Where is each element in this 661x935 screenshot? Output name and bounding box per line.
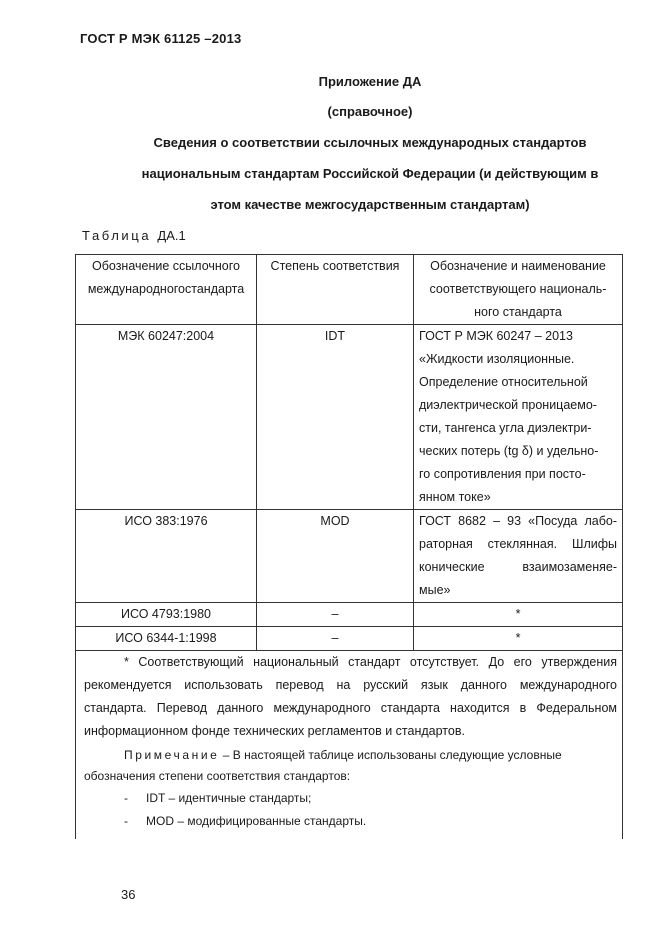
- note: [84, 745, 617, 787]
- national-line: мые»: [419, 583, 451, 597]
- national-line: ГОСТ 8682 – 93 «Посуда лабо-: [419, 514, 617, 528]
- header-national-line-3: ного стандарта: [474, 305, 562, 319]
- header-ref-line-2: международногостандарта: [87, 282, 245, 296]
- header-national-line-1: Обозначение и наименование: [430, 259, 606, 273]
- national-line: го сопротивления при посто-: [419, 467, 586, 481]
- national-line: раторная стеклянная. Шлифы: [419, 537, 617, 551]
- document-code-header: ГОСТ Р МЭК 61125 –2013: [80, 31, 242, 46]
- degree-cell: MOD: [257, 510, 414, 603]
- national-cell: [414, 325, 623, 510]
- correspondence-table: [75, 254, 623, 839]
- national-line: янном токе»: [419, 490, 491, 504]
- table-row: [76, 510, 623, 603]
- footnote-cell: [76, 651, 623, 840]
- header-national-line-2: соответствующего националь-: [429, 282, 607, 296]
- degree-cell: –: [257, 603, 414, 627]
- national-cell: *: [414, 603, 623, 627]
- table-caption-word: Таблица: [82, 228, 152, 243]
- national-cell: *: [414, 627, 623, 651]
- header-degree-text: Степень соответствия: [270, 259, 400, 273]
- appendix-heading-line-2: национальным стандартам Российской Федерации (и действующим в: [141, 166, 599, 181]
- footnote-text: * Соответствующий национальный стандарт отсутствует. До его утверждения рекомендуется использовать перевод на русский язык данного международного стандарта. Перевод данного международного стандарта находится в Федеральном информационном фонде технических регламентов и стандартов.: [84, 655, 617, 738]
- appendix-subtitle: (справочное): [327, 104, 413, 119]
- national-line: диэлектрической проницаемо-: [419, 398, 597, 412]
- appendix-title: Приложение ДА: [318, 74, 422, 89]
- national-line: сти, тангенса угла диэлектри-: [419, 421, 592, 435]
- degree-cell: –: [257, 627, 414, 651]
- appendix-heading-line-1: Сведения о соответствии ссылочных международных стандартов: [153, 135, 587, 150]
- legend-item-idt: [84, 787, 617, 810]
- note-text: – В настоящей таблице использованы следующие условные обозначения степени соответствия стандартов:: [84, 748, 562, 783]
- legend-text: IDT – идентичные стандарты;: [146, 791, 312, 805]
- table-row: [76, 603, 623, 627]
- national-cell: [414, 510, 623, 603]
- header-ref-standard: [76, 255, 257, 325]
- list-dash: -: [124, 814, 128, 828]
- ref-cell: ИСО 4793:1980: [76, 603, 257, 627]
- table-caption-number: ДА.1: [157, 228, 186, 243]
- table-row: [76, 627, 623, 651]
- list-dash: -: [124, 791, 128, 805]
- table-footer-row: [76, 651, 623, 840]
- appendix-heading-line-3: этом качестве межгосударственным стандартам): [210, 197, 530, 212]
- note-label: Примечание: [124, 748, 220, 762]
- table-caption: [82, 228, 186, 243]
- header-ref-line-1: Обозначение ссылочного: [92, 259, 240, 273]
- national-line: ческих потерь (tg δ) и удельно-: [419, 444, 599, 458]
- table-header-row: [76, 255, 623, 325]
- degree-cell: IDT: [257, 325, 414, 510]
- national-line: «Жидкости изоляционные.: [419, 352, 575, 366]
- header-degree: [257, 255, 414, 325]
- table-row: [76, 325, 623, 510]
- header-national-standard: [414, 255, 623, 325]
- national-line: Определение относительной: [419, 375, 588, 389]
- legend-item-mod: [84, 810, 617, 833]
- ref-cell: ИСО 6344-1:1998: [76, 627, 257, 651]
- national-line: ГОСТ Р МЭК 60247 – 2013: [419, 329, 573, 343]
- legend-text: MOD – модифицированные стандарты.: [146, 814, 367, 828]
- page-number: 36: [121, 887, 136, 902]
- ref-cell: ИСО 383:1976: [76, 510, 257, 603]
- national-line: конические взаимозаменяе-: [419, 560, 617, 574]
- ref-cell: МЭК 60247:2004: [76, 325, 257, 510]
